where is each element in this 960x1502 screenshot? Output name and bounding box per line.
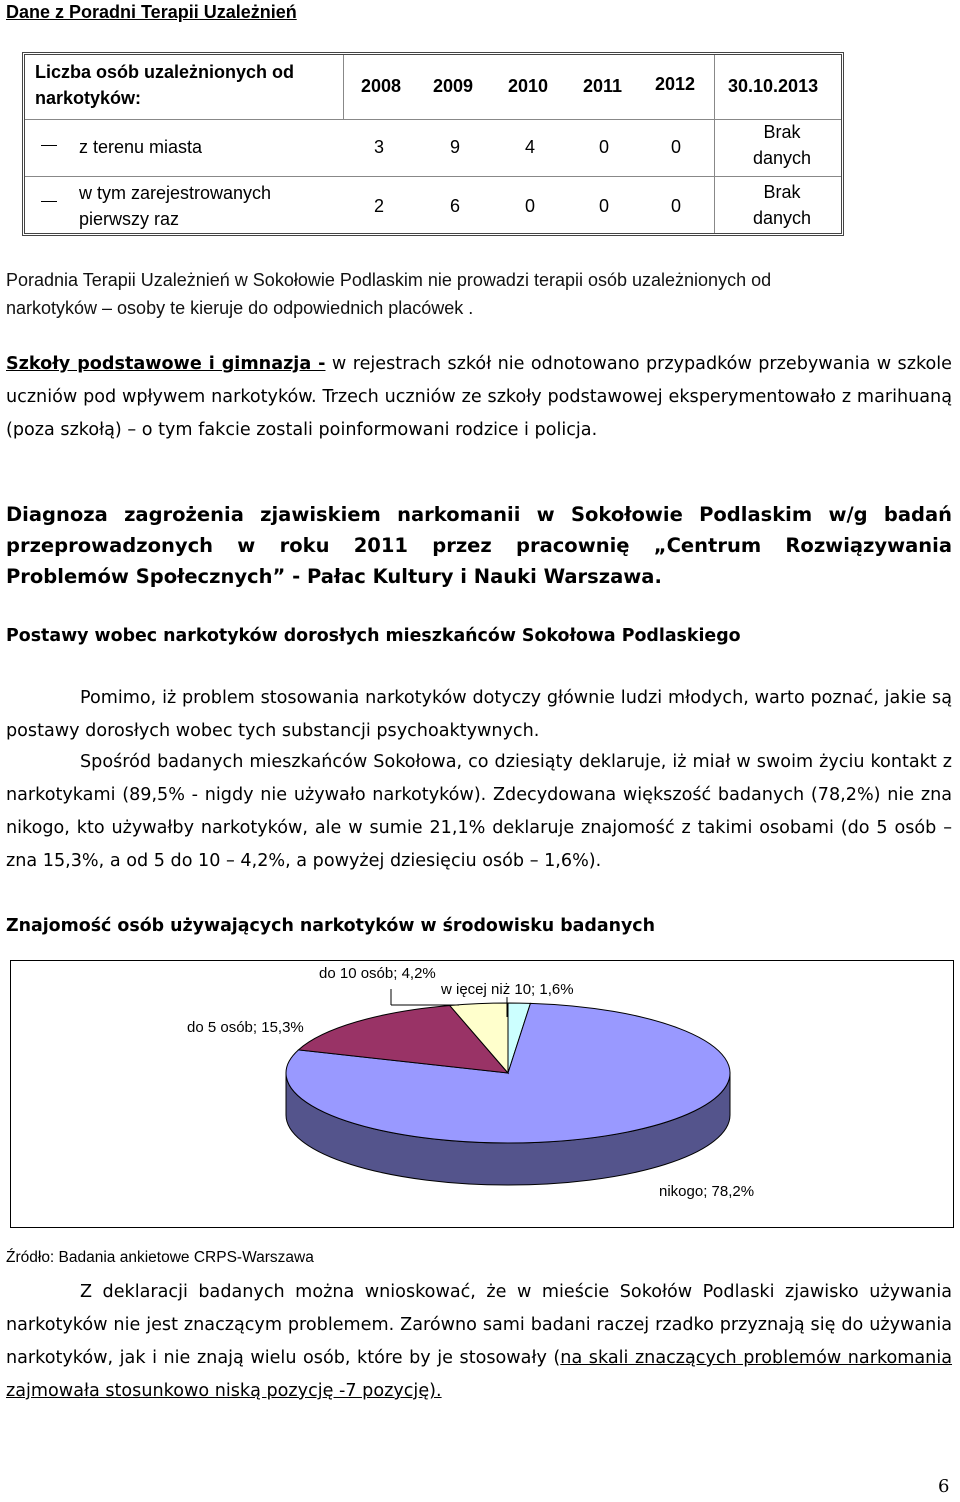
attitudes-paragraph-2: Spośród badanych mieszkańców Sokołowa, co dziesiąty deklaruje, iż miał w swoim życiu kontakt z narkotykami (89,5% - nigdy nie używało narkotyków). Zdecydowana większość badanych (78,2%) nie zna nikogo, kto używałby narkotyków, ale w sumie 21,1% deklaruje znajomość z takimi osobami (do 5 osób – zna 15,3%, a od 5 do 10 – 4,2%, a powyżej dziesięciu osób – 1,6%). [6, 752, 952, 871]
conclusion-paragraph [6, 1276, 952, 1408]
year-2011: 2011 [583, 76, 623, 96]
table-cell: 0 [525, 196, 536, 216]
schools-text: w rejestrach szkół nie odnotowano przypadków przebywania w szkole uczniów pod wpływem narkotyków. Trzech uczniów ze szkoły podstawowej eksperymentowało z marihuaną (poza szkołą) – o tym fakcie zostali poinformowani rodzice i policja. [6, 354, 952, 440]
slice-label-to-10: do 10 osób; 4,2% [319, 965, 436, 982]
year-2012: 2012 [655, 74, 696, 94]
year-2008: 2008 [361, 76, 402, 96]
page-number: 6 [938, 1476, 950, 1497]
schools-paragraph [6, 348, 952, 447]
table-cell-no-data: Brak danych [752, 182, 812, 228]
conclusion-underlined: na skali znaczących problemów narkomania zajmowała stosunkowo niską pozycję -7 pozycję). [6, 1348, 953, 1401]
row-label-city: z terenu miasta [79, 137, 203, 157]
drug-users-table [22, 52, 844, 236]
row-label-registered: w tym zarejestrowanych pierwszy raz [79, 183, 272, 229]
row-dash [41, 145, 57, 146]
table-cell: 0 [599, 137, 610, 157]
chart-heading: Znajomość osób używających narkotyków w środowisku badanych [6, 916, 655, 936]
schools-heading: Szkoły podstawowe i gimnazja - [6, 354, 326, 374]
clinic-paragraph: Poradnia Terapii Uzależnień w Sokołowie Podlaskim nie prowadzi terapii osób uzależnionych od narkotyków – osoby te kieruje do odpowiednich placówek . [6, 270, 772, 318]
pie-chart-frame [10, 960, 954, 1228]
attitudes-heading: Postawy wobec narkotyków dorosłych mieszkańców Sokołowa Podlaskiego [6, 626, 741, 646]
page-title: Dane z Poradni Terapii Uzależnień [6, 2, 297, 22]
table-cell: 4 [525, 137, 536, 157]
slice-label-more-than-10: w ięcej niż 10; 1,6% [441, 981, 574, 998]
table-cell: 0 [671, 196, 682, 216]
table-cell: 9 [450, 137, 461, 157]
pie-chart [11, 961, 953, 1227]
row-dash [41, 201, 57, 202]
attitudes-paragraph-1: Pomimo, iż problem stosowania narkotyków dotyczy głównie ludzi młodych, warto poznać, jakie są postawy dorosłych wobec tych substancji psychoaktywnych. [6, 688, 952, 741]
table-cell: 0 [671, 137, 682, 157]
table-header-label: Liczba osób uzależnionych od narkotyków: [35, 62, 295, 108]
table-cell: 3 [374, 137, 385, 157]
table-cell: 6 [450, 196, 461, 216]
conclusion-text: Z deklaracji badanych można wnioskować, że w mieście Sokołów Podlaski zjawisko używania narkotyków nie jest znaczącym problemem. Zarówno sami badani raczej rzadko przyznają się do używania narkotyków, jak i nie znają wielu osób, które by je stosowały ( [6, 1282, 952, 1368]
slice-label-to-5: do 5 osób; 15,3% [187, 1019, 304, 1036]
diagnosis-paragraph: Diagnoza zagrożenia zjawiskiem narkomanii w Sokołowie Podlaskim w/g badań przeprowadzonych w roku 2011 przez pracownię „Centrum Rozwiązywania Problemów Społecznych” - Pałac Kultury i Nauki Warszawa. [6, 503, 952, 588]
year-2013: 30.10.2013 [728, 76, 819, 96]
year-2009: 2009 [433, 76, 474, 96]
year-2010: 2010 [508, 76, 549, 96]
table-cell-no-data: Brak danych [752, 122, 812, 168]
table-cell: 2 [374, 196, 385, 216]
chart-source: Źródło: Badania ankietowe CRPS-Warszawa [6, 1249, 314, 1266]
table-cell: 0 [599, 196, 610, 216]
slice-label-nobody: nikogo; 78,2% [659, 1183, 755, 1200]
